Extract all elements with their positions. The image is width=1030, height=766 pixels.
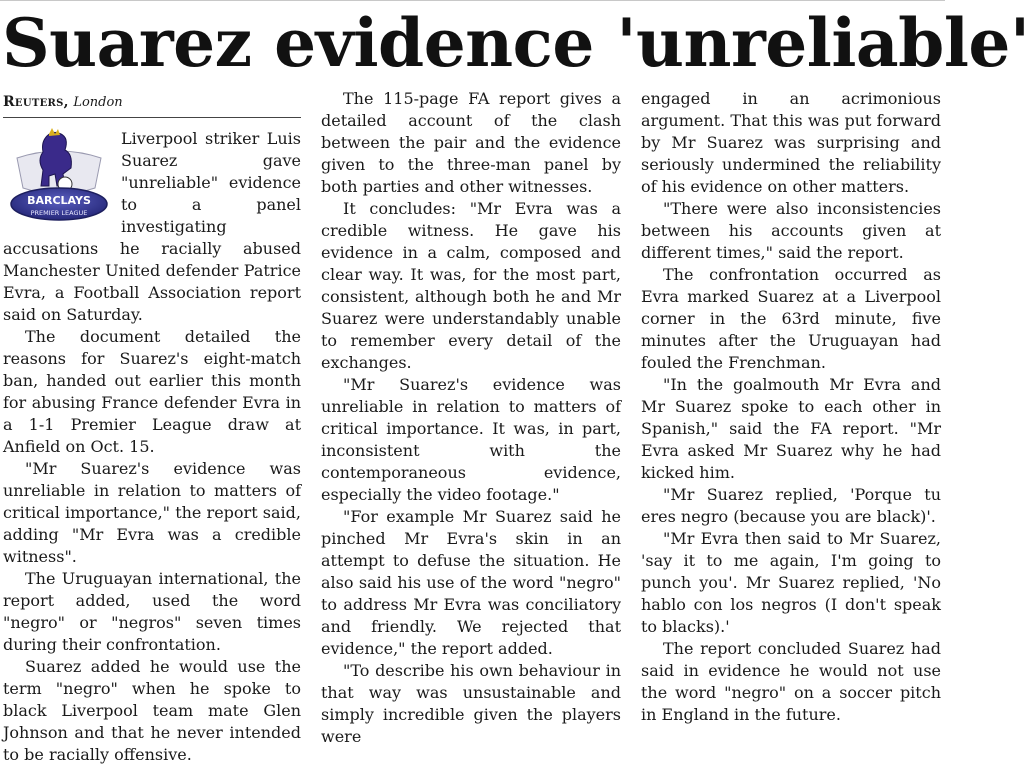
- paragraph: The 115-page FA report gives a detailed account of the clash between the pair and the evidence given to the three-man panel by both parties and other witnesses.: [321, 89, 621, 196]
- paragraph: "Mr Suarez's evidence was unreliable in relation to matters of critical importance. It was, in part, inconsistent with the contemporaneous evidence, especially the video footage.": [321, 375, 621, 504]
- column-2: [321, 88, 621, 748]
- paragraph: The Uruguayan international, the report added, used the word "negro" or "negros" seven times during their confrontation.: [3, 569, 301, 654]
- paragraph: It concludes: "Mr Evra was a credible witness. He gave his evidence in a calm, composed and clear way. It was, for the most part, consistent, although both he and Mr Suarez were understandably unable to remember every detail of the exchanges.: [321, 199, 621, 372]
- top-rule: [0, 0, 945, 1]
- paragraph: engaged in an acrimonious argument. That this was put forward by Mr Suarez was surprising and seriously undermined the reliability of his evidence on other matters.: [641, 89, 941, 196]
- paragraph: Suarez added he would use the term "negro" when he spoke to black Liverpool team mate Glen Johnson and that he never intended to be racially offensive.: [3, 657, 301, 764]
- paragraph: "In the goalmouth Mr Evra and Mr Suarez spoke to each other in Spanish," said the FA report. "Mr Evra asked Mr Suarez why he had kicked him.: [641, 375, 941, 482]
- column-1: [3, 88, 301, 766]
- logo-text-barclays: BARCLAYS: [27, 194, 91, 207]
- byline-source: Reuters,: [3, 94, 69, 110]
- byline: [3, 88, 301, 118]
- paragraph: "To describe his own behaviour in that way was unsustainable and simply incredible given the players were: [321, 661, 621, 746]
- paragraph: "Mr Evra then said to Mr Suarez, 'say it to me again, I'm going to punch you'. Mr Suarez replied, 'No hablo con los negros (I don't speak to blacks).': [641, 529, 941, 636]
- column-3: [641, 88, 941, 726]
- paragraph: "Mr Suarez replied, 'Porque tu eres negro (because you are black)'.: [641, 485, 941, 526]
- paragraph: "For example Mr Suarez said he pinched Mr Evra's skin in an attempt to defuse the situation. He also said his use of the word "negro" to address Mr Evra was conciliatory and friendly. We rejected that evidence," the report added.: [321, 507, 621, 658]
- byline-location: London: [73, 95, 123, 110]
- premier-league-logo: [3, 128, 115, 228]
- headline: Suarez evidence 'unreliable': [2, 4, 1030, 82]
- paragraph: The report concluded Suarez had said in evidence he would not use the word "negro" on a soccer pitch in England in the future.: [641, 639, 941, 724]
- paragraph: The confrontation occurred as Evra marked Suarez at a Liverpool corner in the 63rd minute, five minutes after the Uruguayan had fouled the Frenchman.: [641, 265, 941, 372]
- paragraph: The document detailed the reasons for Suarez's eight-match ban, handed out earlier this month for abusing France defender Evra in a 1-1 Premier League draw at Anfield on Oct. 15.: [3, 327, 301, 456]
- paragraph: "There were also inconsistencies between his accounts given at different times," said the report.: [641, 199, 941, 262]
- paragraph: Liverpool striker Luis Suarez gave "unreliable" evidence to a panel investigating accusations he racially abused Manchester United defender Patrice Evra, a Football Association report said on Saturday.: [3, 129, 301, 324]
- paragraph: "Mr Suarez's evidence was unreliable in relation to matters of critical importance," the report said, adding "Mr Evra was a credible witness".: [3, 459, 301, 566]
- logo-text-premier-league: PREMIER LEAGUE: [30, 209, 88, 217]
